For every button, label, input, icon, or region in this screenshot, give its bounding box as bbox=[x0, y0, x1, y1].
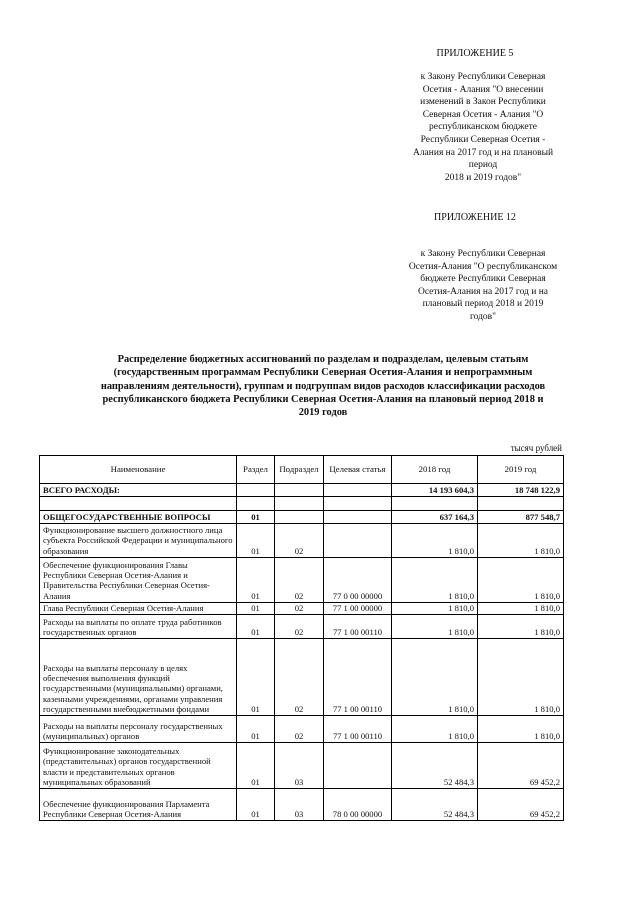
row-amount-2018: 52 484,3 bbox=[392, 743, 478, 789]
row-section: 01 bbox=[237, 615, 275, 639]
header-2019: 2019 год bbox=[478, 456, 564, 484]
row-target-article: 77 0 00 00000 bbox=[324, 558, 392, 603]
appendix-5-line: Осетия - Алания "О внесении bbox=[422, 84, 544, 95]
table-row bbox=[40, 524, 564, 558]
row-target-article bbox=[324, 511, 392, 524]
heading-line: республиканского бюджета Республики Северная Осетия-Алания на плановый период 2018 и bbox=[102, 393, 544, 405]
appendix-12-line: плановый период 2018 и 2019 bbox=[422, 299, 544, 310]
header-section: Раздел bbox=[237, 456, 275, 484]
row-section: 01 bbox=[237, 743, 275, 789]
appendix-12-line: Осетия-Алания "О республиканском bbox=[408, 261, 558, 272]
row-name: Расходы на выплаты персоналу государственных (муниципальных) органов bbox=[40, 716, 237, 743]
row-subsection: 02 bbox=[275, 716, 324, 743]
row-amount-2018: 637 164,3 bbox=[392, 511, 478, 524]
row-section: 01 bbox=[237, 558, 275, 603]
row-name: Функционирование законодательных (представительных) органов государственной власти и представительных органов муниципальных образований bbox=[40, 743, 237, 789]
table-row bbox=[40, 484, 564, 497]
appendix-5-line: Алания на 2017 год и на плановый bbox=[412, 147, 554, 158]
row-amount-2019: 1 810,0 bbox=[478, 558, 564, 603]
heading-line: направлениям деятельности), группам и подгруппам видов расходов классификации расходов bbox=[100, 380, 546, 392]
row-section bbox=[237, 497, 275, 511]
row-target-article: 77 1 00 00000 bbox=[324, 603, 392, 615]
row-amount-2018: 14 193 604,3 bbox=[392, 484, 478, 497]
appendix-12-title: ПРИЛОЖЕНИЕ 12 bbox=[434, 212, 516, 223]
row-section: 01 bbox=[237, 639, 275, 716]
row-amount-2018: 1 810,0 bbox=[392, 558, 478, 603]
row-name: Обеспечение функционирования Парламента Республики Северная Осетия-Алания bbox=[40, 789, 237, 821]
document-heading bbox=[58, 353, 588, 419]
appendix-5-line: период bbox=[468, 160, 498, 171]
table-row bbox=[40, 558, 564, 603]
row-section: 01 bbox=[237, 603, 275, 615]
row-target-article bbox=[324, 484, 392, 497]
row-name: Обеспечение функционирования Главы Республики Северная Осетия-Алания и Правительства Республики Северная Осетия-Алания bbox=[40, 558, 237, 603]
row-amount-2018: 1 810,0 bbox=[392, 639, 478, 716]
appendix-5-line: к Закону Республики Северная bbox=[420, 72, 546, 82]
appendix-12-line: бюджете Республики Северная bbox=[420, 274, 546, 285]
header-subsection: Подраздел bbox=[275, 456, 324, 484]
budget-table bbox=[39, 455, 564, 821]
row-target-article bbox=[324, 524, 392, 558]
table-row bbox=[40, 639, 564, 716]
row-section: 01 bbox=[237, 524, 275, 558]
row-amount-2019: 1 810,0 bbox=[478, 603, 564, 615]
row-amount-2019: 1 810,0 bbox=[478, 615, 564, 639]
heading-line: Распределение бюджетных ассигнований по разделам и подразделам, целевым статьям bbox=[117, 354, 529, 365]
table-row bbox=[40, 603, 564, 615]
row-name: ВСЕГО РАСХОДЫ: bbox=[40, 484, 237, 497]
row-amount-2019: 1 810,0 bbox=[478, 639, 564, 716]
row-section: 01 bbox=[237, 789, 275, 821]
table-row bbox=[40, 615, 564, 639]
row-name: Глава Республики Северная Осетия-Алания bbox=[40, 603, 237, 615]
row-subsection: 02 bbox=[275, 603, 324, 615]
table-row bbox=[40, 716, 564, 743]
row-amount-2019: 69 452,2 bbox=[478, 789, 564, 821]
appendix-5-line: Республики Северная Осетия - bbox=[420, 134, 546, 145]
row-amount-2019: 18 748 122,9 bbox=[478, 484, 564, 497]
row-subsection bbox=[275, 484, 324, 497]
row-name bbox=[40, 497, 237, 511]
heading-line: 2019 годов bbox=[298, 407, 348, 419]
row-name: Расходы на выплаты персоналу в целях обеспечения выполнения функций государственными (муниципальными) органами, казенными учреждениями, органами управления государственными внебюджетными фондами bbox=[40, 639, 237, 716]
row-amount-2018: 1 810,0 bbox=[392, 615, 478, 639]
appendix-5-line: 2018 и 2019 годов" bbox=[444, 172, 522, 183]
row-amount-2019: 69 452,2 bbox=[478, 743, 564, 789]
row-amount-2019: 1 810,0 bbox=[478, 716, 564, 743]
row-subsection: 03 bbox=[275, 789, 324, 821]
row-target-article: 77 1 00 00110 bbox=[324, 716, 392, 743]
row-amount-2018: 1 810,0 bbox=[392, 603, 478, 615]
row-target-article: 77 1 00 00110 bbox=[324, 639, 392, 716]
row-name: Расходы на выплаты по оплате труда работников государственных органов bbox=[40, 615, 237, 639]
table-row bbox=[40, 743, 564, 789]
row-subsection: 02 bbox=[275, 524, 324, 558]
row-subsection: 02 bbox=[275, 639, 324, 716]
row-subsection bbox=[275, 497, 324, 511]
row-target-article: 78 0 00 00000 bbox=[324, 789, 392, 821]
table-row bbox=[40, 511, 564, 524]
appendix-12-line: Осетия-Алания на 2017 год и на bbox=[417, 286, 549, 297]
appendix-12-line: годов" bbox=[469, 311, 497, 322]
row-amount-2019: 1 810,0 bbox=[478, 524, 564, 558]
row-name: ОБЩЕГОСУДАРСТВЕННЫЕ ВОПРОСЫ bbox=[40, 511, 237, 524]
row-amount-2019 bbox=[478, 497, 564, 511]
appendix-5-line: изменений в Закон Республики bbox=[420, 97, 546, 108]
appendix-12-text bbox=[390, 248, 576, 324]
header-2018: 2018 год bbox=[392, 456, 478, 484]
header-target-article: Целевая статья bbox=[324, 456, 392, 484]
appendix-12-line: к Закону Республики Северная bbox=[420, 249, 546, 259]
header-name: Наименование bbox=[40, 456, 237, 484]
row-section: 01 bbox=[237, 716, 275, 743]
row-subsection: 02 bbox=[275, 615, 324, 639]
row-amount-2018 bbox=[392, 497, 478, 511]
row-target-article: 77 1 00 00110 bbox=[324, 615, 392, 639]
row-amount-2018: 1 810,0 bbox=[392, 524, 478, 558]
heading-line: (государственным программам Республики Северная Осетия-Алания и непрограммным bbox=[113, 367, 533, 379]
row-target-article bbox=[324, 743, 392, 789]
row-name: Функционирование высшего должностного лица субъекта Российской Федерации и муниципального образования bbox=[40, 524, 237, 558]
row-target-article bbox=[324, 497, 392, 511]
row-subsection bbox=[275, 511, 324, 524]
units-label: тысяч рублей bbox=[510, 443, 562, 453]
row-amount-2018: 52 484,3 bbox=[392, 789, 478, 821]
appendix-5-line: Северная Осетия - Алания "О bbox=[422, 109, 544, 120]
table-row bbox=[40, 789, 564, 821]
row-subsection: 02 bbox=[275, 558, 324, 603]
row-section: 01 bbox=[237, 511, 275, 524]
row-subsection: 03 bbox=[275, 743, 324, 789]
table-header-row bbox=[40, 456, 564, 484]
appendix-5-title: ПРИЛОЖЕНИЕ 5 bbox=[436, 48, 514, 59]
appendix-5-text bbox=[390, 71, 576, 184]
table-row bbox=[40, 497, 564, 511]
appendix-5-line: республиканском бюджете bbox=[429, 122, 537, 133]
row-amount-2019: 877 548,7 bbox=[478, 511, 564, 524]
row-amount-2018: 1 810,0 bbox=[392, 716, 478, 743]
row-section bbox=[237, 484, 275, 497]
